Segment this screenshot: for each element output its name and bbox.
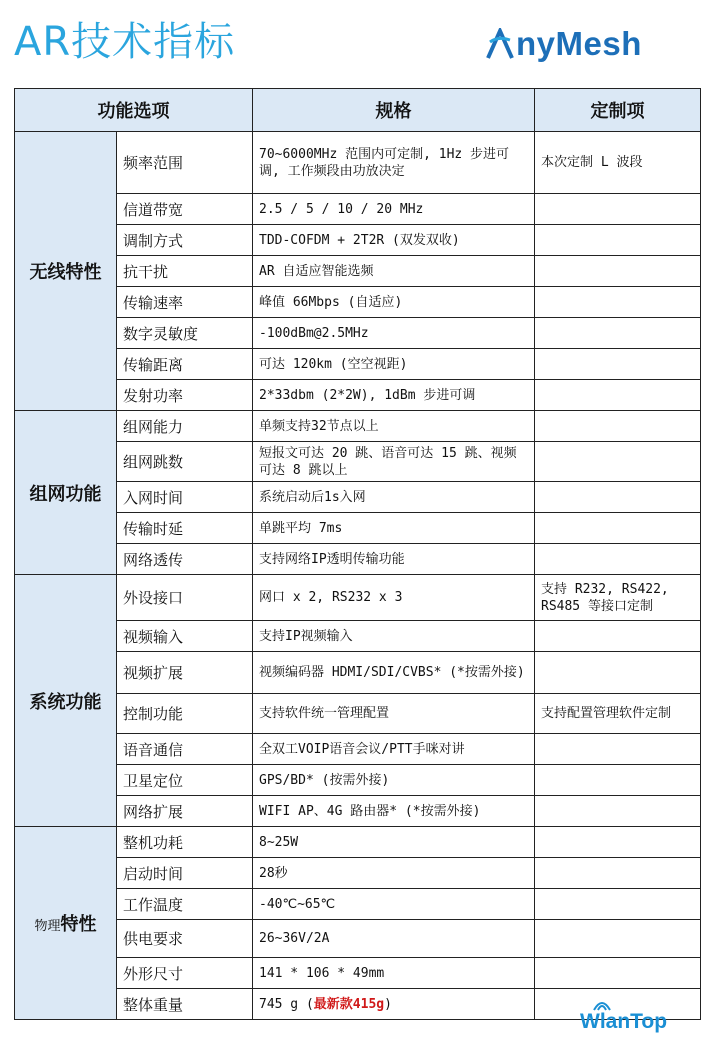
row-spec: 系统启动后1s入网 bbox=[253, 482, 535, 513]
table-row bbox=[15, 858, 701, 889]
row-item: 组网跳数 bbox=[117, 442, 253, 482]
row-custom bbox=[535, 734, 701, 765]
row-item: 卫星定位 bbox=[117, 765, 253, 796]
row-custom bbox=[535, 544, 701, 575]
row-custom bbox=[535, 482, 701, 513]
row-spec: 单频支持32节点以上 bbox=[253, 411, 535, 442]
table-row bbox=[15, 765, 701, 796]
row-spec: 2.5 / 5 / 10 / 20 MHz bbox=[253, 194, 535, 225]
table-row bbox=[15, 194, 701, 225]
row-spec: 短报文可达 20 跳、语音可达 15 跳、视频可达 8 跳以上 bbox=[253, 442, 535, 482]
row-item: 网络扩展 bbox=[117, 796, 253, 827]
row-item: 入网时间 bbox=[117, 482, 253, 513]
table-row bbox=[15, 958, 701, 989]
row-spec: 网口 x 2, RS232 x 3 bbox=[253, 575, 535, 621]
row-custom: 支持 R232, RS422, RS485 等接口定制 bbox=[535, 575, 701, 621]
row-item: 视频扩展 bbox=[117, 652, 253, 694]
table-row bbox=[15, 827, 701, 858]
row-custom bbox=[535, 958, 701, 989]
row-spec: -40℃~65℃ bbox=[253, 889, 535, 920]
row-item: 传输距离 bbox=[117, 349, 253, 380]
group-physical-small: 物理 bbox=[34, 919, 61, 934]
row-custom bbox=[535, 858, 701, 889]
row-spec bbox=[253, 989, 535, 1020]
group-wireless: 无线特性 bbox=[15, 132, 117, 411]
row-item: 抗干扰 bbox=[117, 256, 253, 287]
row-spec: 26~36V/2A bbox=[253, 920, 535, 958]
row-custom bbox=[535, 796, 701, 827]
table-row bbox=[15, 256, 701, 287]
row-custom bbox=[535, 318, 701, 349]
row-item: 整机功耗 bbox=[117, 827, 253, 858]
row-item: 外形尺寸 bbox=[117, 958, 253, 989]
row-item: 控制功能 bbox=[117, 694, 253, 734]
row-custom bbox=[535, 765, 701, 796]
table-row bbox=[15, 652, 701, 694]
table-row bbox=[15, 442, 701, 482]
row-spec: 支持IP视频输入 bbox=[253, 621, 535, 652]
row-item: 视频输入 bbox=[117, 621, 253, 652]
row-custom bbox=[535, 920, 701, 958]
row-custom bbox=[535, 287, 701, 318]
row-item: 语音通信 bbox=[117, 734, 253, 765]
row-item: 频率范围 bbox=[117, 132, 253, 194]
row-custom bbox=[535, 256, 701, 287]
anymesh-logo-icon bbox=[486, 28, 514, 60]
table-row bbox=[15, 132, 701, 194]
row-custom bbox=[535, 889, 701, 920]
row-spec: TDD-COFDM + 2T2R (双发双收) bbox=[253, 225, 535, 256]
row-spec: AR 自适应智能选频 bbox=[253, 256, 535, 287]
row-item: 发射功率 bbox=[117, 380, 253, 411]
weight-tail: ) bbox=[384, 996, 392, 1012]
group-system: 系统功能 bbox=[15, 575, 117, 827]
table-row bbox=[15, 920, 701, 958]
weight-text: 745 g ( bbox=[259, 996, 314, 1012]
row-spec: 8~25W bbox=[253, 827, 535, 858]
row-custom bbox=[535, 652, 701, 694]
table-row bbox=[15, 734, 701, 765]
row-spec: 峰值 66Mbps (自适应) bbox=[253, 287, 535, 318]
page-title: AR技术指标 bbox=[14, 19, 236, 65]
group-physical bbox=[15, 827, 117, 1020]
table-row bbox=[15, 287, 701, 318]
row-custom: 本次定制 L 波段 bbox=[535, 132, 701, 194]
row-spec: 141 * 106 * 49mm bbox=[253, 958, 535, 989]
row-item: 启动时间 bbox=[117, 858, 253, 889]
table-row bbox=[15, 482, 701, 513]
row-custom bbox=[535, 349, 701, 380]
row-item: 整体重量 bbox=[117, 989, 253, 1020]
row-spec: 2*33dbm (2*2W), 1dBm 步进可调 bbox=[253, 380, 535, 411]
row-item: 组网能力 bbox=[117, 411, 253, 442]
table-row bbox=[15, 380, 701, 411]
wlantop-text: WlanTop bbox=[580, 1010, 668, 1033]
row-item: 传输速率 bbox=[117, 287, 253, 318]
row-item: 供电要求 bbox=[117, 920, 253, 958]
row-spec: 28秒 bbox=[253, 858, 535, 889]
row-spec: 70~6000MHz 范围内可定制, 1Hz 步进可调, 工作频段由功放决定 bbox=[253, 132, 535, 194]
table-row bbox=[15, 225, 701, 256]
row-custom bbox=[535, 442, 701, 482]
table-row bbox=[15, 349, 701, 380]
weight-highlight: 最新款415g bbox=[313, 996, 385, 1012]
row-spec: WIFI AP、4G 路由器* (*按需外接) bbox=[253, 796, 535, 827]
logo-text: nyMesh bbox=[516, 25, 642, 62]
row-custom bbox=[535, 194, 701, 225]
row-item: 工作温度 bbox=[117, 889, 253, 920]
table-row bbox=[15, 411, 701, 442]
col-header-custom: 定制项 bbox=[535, 89, 701, 132]
row-custom: 支持配置管理软件定制 bbox=[535, 694, 701, 734]
row-spec: -100dBm@2.5MHz bbox=[253, 318, 535, 349]
row-spec: GPS/BD* (按需外接) bbox=[253, 765, 535, 796]
table-row bbox=[15, 318, 701, 349]
table-row bbox=[15, 889, 701, 920]
row-item: 数字灵敏度 bbox=[117, 318, 253, 349]
row-spec: 支持网络IP透明传输功能 bbox=[253, 544, 535, 575]
row-item: 调制方式 bbox=[117, 225, 253, 256]
row-custom bbox=[535, 225, 701, 256]
table-header-row bbox=[15, 89, 701, 132]
row-spec: 全双工VOIP语音会议/PTT手咪对讲 bbox=[253, 734, 535, 765]
row-spec: 视频编码器 HDMI/SDI/CVBS* (*按需外接) bbox=[253, 652, 535, 694]
group-networking: 组网功能 bbox=[15, 411, 117, 575]
row-custom bbox=[535, 513, 701, 544]
row-item: 外设接口 bbox=[117, 575, 253, 621]
group-physical-big: 特性 bbox=[60, 914, 97, 935]
row-custom bbox=[535, 621, 701, 652]
row-custom bbox=[535, 411, 701, 442]
row-spec: 单跳平均 7ms bbox=[253, 513, 535, 544]
row-spec: 支持软件统一管理配置 bbox=[253, 694, 535, 734]
row-custom bbox=[535, 380, 701, 411]
table-row bbox=[15, 575, 701, 621]
table-row bbox=[15, 694, 701, 734]
row-custom bbox=[535, 827, 701, 858]
table-row bbox=[15, 796, 701, 827]
col-header-spec: 规格 bbox=[253, 89, 535, 132]
col-header-feature: 功能选项 bbox=[15, 89, 253, 132]
row-item: 网络透传 bbox=[117, 544, 253, 575]
table-row bbox=[15, 513, 701, 544]
row-item: 信道带宽 bbox=[117, 194, 253, 225]
row-spec: 可达 120km (空空视距) bbox=[253, 349, 535, 380]
spec-table bbox=[14, 88, 701, 1020]
wlantop-watermark bbox=[580, 998, 690, 1036]
table-row bbox=[15, 544, 701, 575]
row-item: 传输时延 bbox=[117, 513, 253, 544]
table-row bbox=[15, 621, 701, 652]
anymesh-logo bbox=[486, 24, 642, 64]
